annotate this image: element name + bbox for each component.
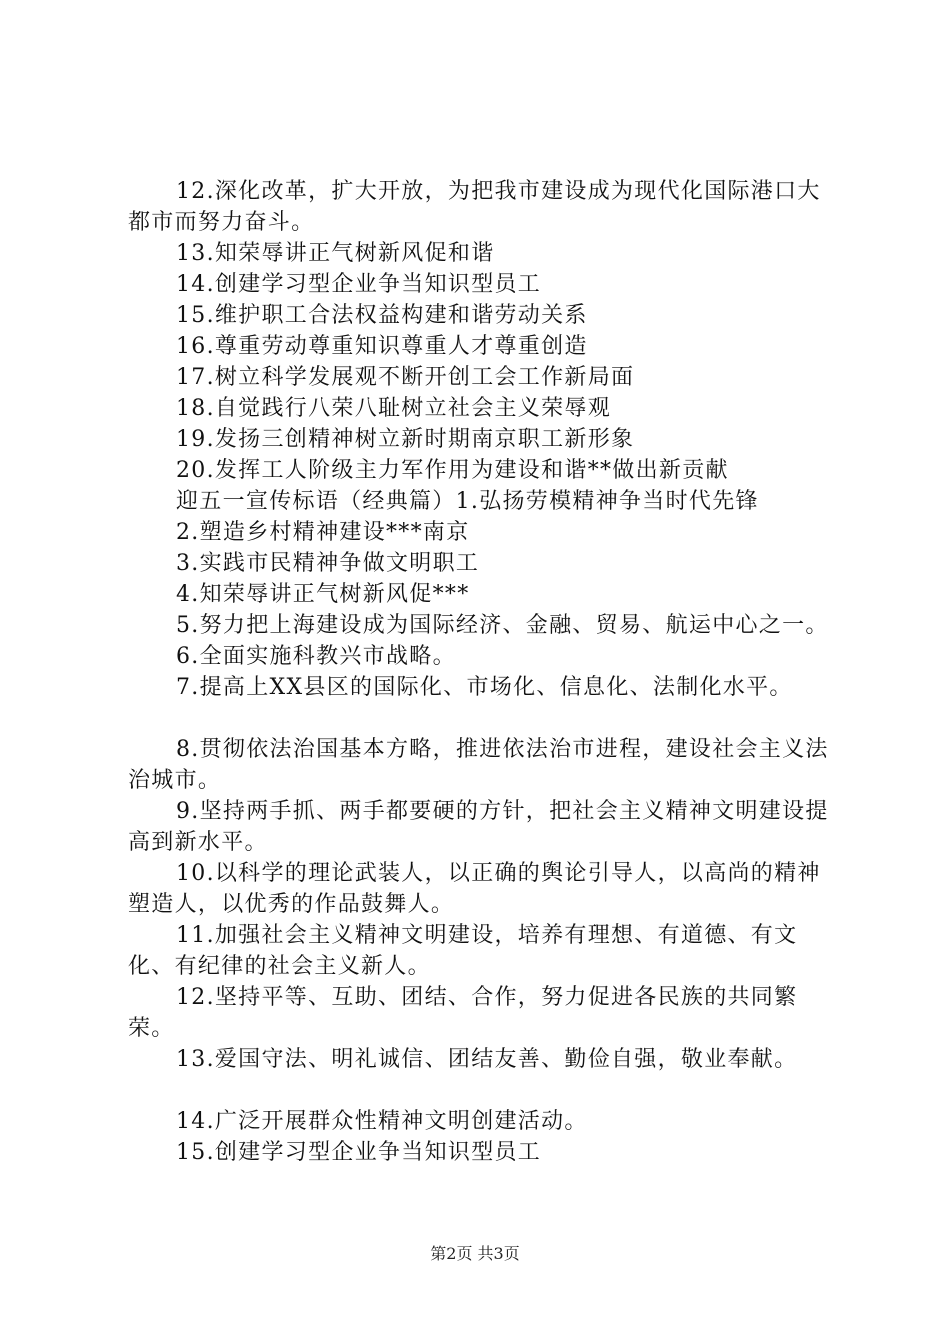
paragraph: 7.提高上XX县区的国际化、市场化、信息化、法制化水平。 bbox=[176, 675, 793, 700]
paragraph: 20.发挥工人阶级主力军作用为建设和谐**做出新贡献 bbox=[176, 458, 729, 483]
paragraph: 13.知荣辱讲正气树新风促和谐 bbox=[176, 241, 495, 266]
paragraph: 11.加强社会主义精神文明建设，培养有理想、有道德、有文化、有纪律的社会主义新人。 bbox=[128, 923, 798, 979]
paragraph: 17.树立科学发展观不断开创工会工作新局面 bbox=[176, 365, 635, 390]
paragraph: 3.实践市民精神争做文明职工 bbox=[176, 551, 480, 576]
page-number-footer: 第2页 共3页 bbox=[430, 1244, 520, 1263]
paragraph: 2.塑造乡村精神建设***南京 bbox=[176, 520, 470, 545]
paragraph: 迎五一宣传标语（经典篇）1.弘扬劳模精神争当时代先锋 bbox=[176, 489, 759, 514]
paragraph: 14.创建学习型企业争当知识型员工 bbox=[176, 272, 542, 297]
paragraph: 8.贯彻依法治国基本方略，推进依法治市进程，建设社会主义法治城市。 bbox=[128, 737, 829, 793]
paragraph: 16.尊重劳动尊重知识尊重人才尊重创造 bbox=[176, 334, 588, 359]
paragraph: 15.创建学习型企业争当知识型员工 bbox=[176, 1140, 542, 1165]
paragraph: 12.坚持平等、互助、团结、合作，努力促进各民族的共同繁荣。 bbox=[128, 985, 798, 1041]
paragraph: 12.深化改革，扩大开放，为把我市建设成为现代化国际港口大都市而努力奋斗。 bbox=[128, 179, 821, 235]
paragraph: 4.知荣辱讲正气树新风促*** bbox=[176, 582, 470, 607]
paragraph: 13.爱国守法、明礼诚信、团结友善、勤俭自强，敬业奉献。 bbox=[176, 1047, 798, 1072]
paragraph: 18.自觉践行八荣八耻树立社会主义荣辱观 bbox=[176, 396, 611, 421]
paragraph: 14.广泛开展群众性精神文明创建活动。 bbox=[176, 1109, 588, 1134]
paragraph: 15.维护职工合法权益构建和谐劳动关系 bbox=[176, 303, 588, 328]
paragraph: 19.发扬三创精神树立新时期南京职工新形象 bbox=[176, 427, 635, 452]
paragraph: 5.努力把上海建设成为国际经济、金融、贸易、航运中心之一。 bbox=[176, 613, 829, 638]
paragraph: 6.全面实施科教兴市战略。 bbox=[176, 644, 456, 669]
document-body bbox=[128, 176, 840, 1168]
paragraph: 9.坚持两手抓、两手都要硬的方针，把社会主义精神文明建设提高到新水平。 bbox=[128, 799, 829, 855]
paragraph: 10.以科学的理论武装人，以正确的舆论引导人，以高尚的精神塑造人，以优秀的作品鼓舞人。 bbox=[128, 861, 821, 917]
